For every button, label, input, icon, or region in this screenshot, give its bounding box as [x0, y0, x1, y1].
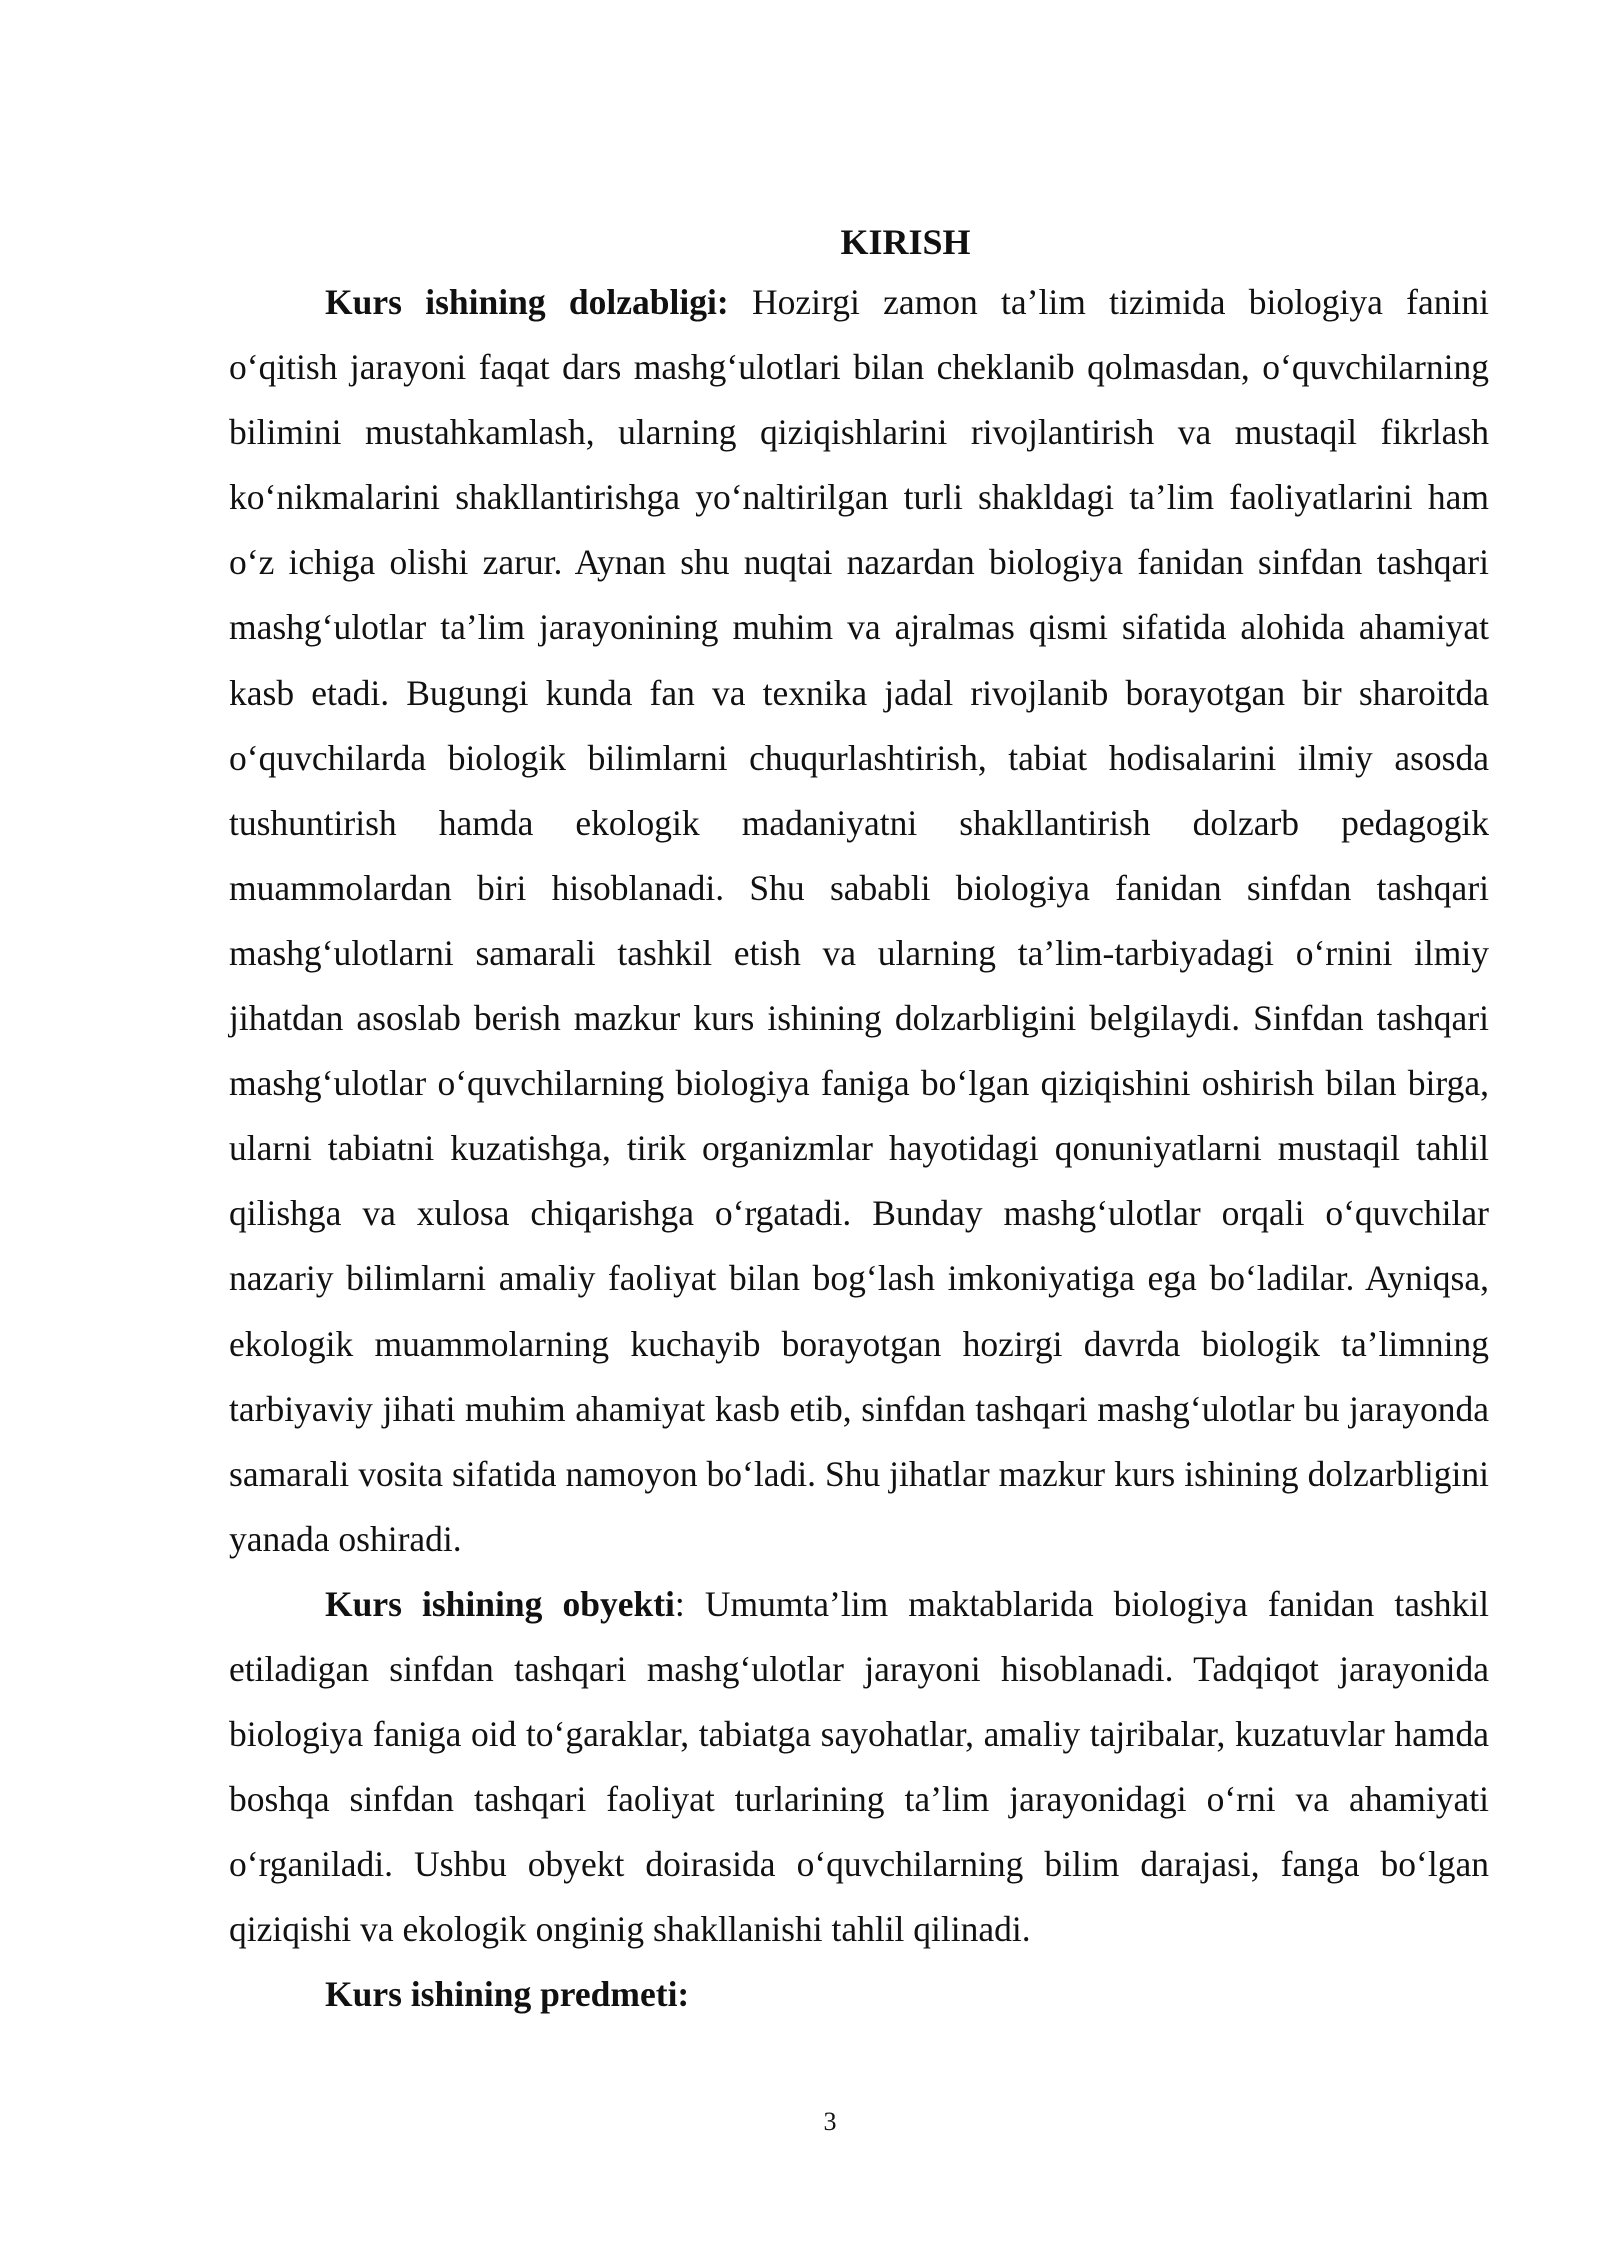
paragraph-subject	[229, 1962, 1489, 2027]
page-number: 3	[823, 2107, 837, 2136]
paragraph-relevance	[229, 270, 1489, 1572]
paragraph-lead: Kurs ishining predmeti:	[325, 1974, 690, 2015]
paragraph-lead: Kurs ishining obyekti	[325, 1583, 675, 1624]
page-content	[229, 220, 1489, 2028]
paragraph-text: : Umumta’lim maktablarida biologiya fanidan tashkil etiladigan sinfdan tashqari mashg‘ulotlar jarayoni hisoblanadi. Tadqiqot jarayonida biologiya faniga oid to‘garaklar, tabiatga sayohatlar, amaliy tajribalar, kuzatuvlar hamda boshqa sinfdan tashqari faoliyat turlarining ta’lim jarayonidagi o‘rni va ahamiyati o‘rganiladi. Ushbu obyekt doirasida o‘quvchilarning bilim darajasi, fanga bo‘lgan qiziqishi va ekologik onginig shakllanishi tahlil qilinadi.	[229, 1583, 1489, 1950]
page-title: KIRISH	[840, 222, 971, 262]
paragraph-lead: Kurs ishining dolzabligi:	[325, 282, 729, 322]
paragraph-object	[229, 1572, 1489, 1963]
paragraph-text: Hozirgi zamon ta’lim tizimida biologiya fanini o‘qitish jarayoni faqat dars mashg‘ulotlari bilan cheklanib qolmasdan, o‘quvchilarning bilimini mustahkamlash, ularning qiziqishlarini rivojlantirish va mustaqil fikrlash ko‘nikmalarini shakllantirishga yo‘naltirilgan turli shakldagi ta’lim faoliyatlarini ham o‘z ichiga olishi zarur. Aynan shu nuqtai nazardan biologiya fanidan sinfdan tashqari mashg‘ulotlar ta’lim jarayonining muhim va ajralmas qismi sifatida alohida ahamiyat kasb etadi. Bugungi kunda fan va texnika jadal rivojlanib borayotgan bir sharoitda o‘quvchilarda biologik bilimlarni chuqurlashtirish, tabiat hodisalarini ilmiy asosda tushuntirish hamda ekologik madaniyatni shakllantirish dolzarb pedagogik muammolardan biri hisoblanadi. Shu sababli biologiya fanidan sinfdan tashqari mashg‘ulotlarni samarali tashkil etish va ularning ta’lim-tarbiyadagi o‘rnini ilmiy jihatdan asoslab berish mazkur kurs ishining dolzarbligini belgilaydi. Sinfdan tashqari mashg‘ulotlar o‘quvchilarning biologiya faniga bo‘lgan qiziqishini oshirish bilan birga, ularni tabiatni kuzatishga, tirik organizmlar hayotidagi qonuniyatlarni mustaqil tahlil qilishga va xulosa chiqarishga o‘rgatadi. Bunday mashg‘ulotlar orqali o‘quvchilar nazariy bilimlarni amaliy faoliyat bilan bog‘lash imkoniyatiga ega bo‘ladilar. Ayniqsa, ekologik muammolarning kuchayib borayotgan hozirgi davrda biologik ta’limning tarbiyaviy jihati muhim ahamiyat kasb etib, sinfdan tashqari mashg‘ulotlar bu jarayonda samarali vosita sifatida namoyon bo‘ladi. Shu jihatlar mazkur kurs ishining dolzarbligini yanada oshiradi.	[229, 282, 1489, 1559]
